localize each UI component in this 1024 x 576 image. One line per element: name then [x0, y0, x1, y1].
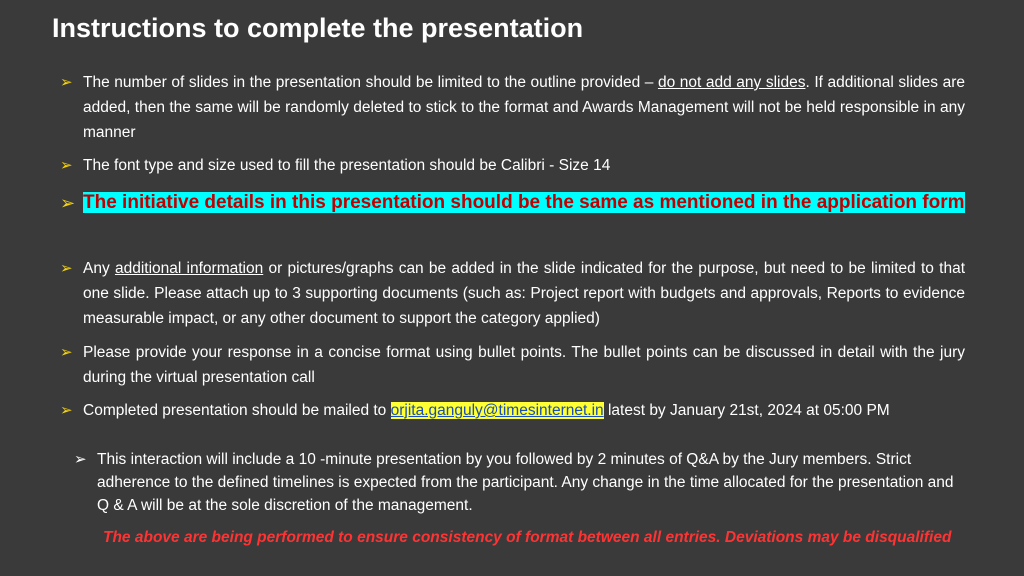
- disclaimer-note: The above are being performed to ensure consistency of format between all entries. Deviations may be disqualified: [103, 529, 952, 546]
- bullet-concise-format: ➢ Please provide your response in a concise format using bullet points. The bullet points can be discussed in detail with the jury during the virtual presentation call: [60, 340, 965, 390]
- arrow-bullet-icon: ➢: [60, 74, 73, 91]
- arrow-bullet-icon: ➢: [60, 344, 73, 361]
- arrow-bullet-icon: ➢: [60, 157, 73, 174]
- underlined-text: do not add any slides: [657, 74, 806, 91]
- arrow-bullet-icon: ➢: [60, 402, 73, 419]
- bullet-additional-info: ➢ Any additional information or pictures/graphs can be added in the slide indicated for the purpose, but need to be limited to that one slide. Please attach up to 3 supporting documents (such as: Project report with budgets and approvals, Reports to evidence measurable impact, or any other document to support the category applied): [60, 256, 965, 331]
- highlighted-text: The initiative details in this presentation should be the same as mentioned in the application form: [83, 192, 965, 213]
- bullet-font-type: ➢ The font type and size used to fill the presentation should be Calibri - Size 14: [60, 153, 965, 178]
- bullet-mail-presentation: ➢ Completed presentation should be mailed to orjita.ganguly@timesinternet.in latest by January 21st, 2024 at 05:00 PM: [60, 398, 965, 423]
- arrow-bullet-icon: ➢: [60, 193, 76, 213]
- arrow-bullet-icon: ➢: [60, 260, 73, 277]
- arrow-bullet-icon: ➢: [74, 451, 87, 468]
- page-title: Instructions to complete the presentation: [52, 13, 584, 43]
- bullet-initiative-details: [60, 188, 965, 219]
- bullet-slide-limit: ➢ The number of slides in the presentation should be limited to the outline provided – do not add any slides. If additional slides are added, then the same will be randomly deleted to stick to the format and Awards Management will not be held responsible in any manner: [60, 70, 965, 145]
- underlined-text: additional information: [114, 260, 264, 277]
- email-link[interactable]: orjita.ganguly@timesinternet.in: [390, 402, 604, 419]
- sub-bullet-interaction: ➢ This interaction will include a 10 -minute presentation by you followed by 2 minutes of Q&A by the Jury members. Strict adherence to the defined timelines is expected from the participant. Any change in the time allocated for the presentation and Q & A will be at the sole discretion of the management.: [74, 448, 969, 517]
